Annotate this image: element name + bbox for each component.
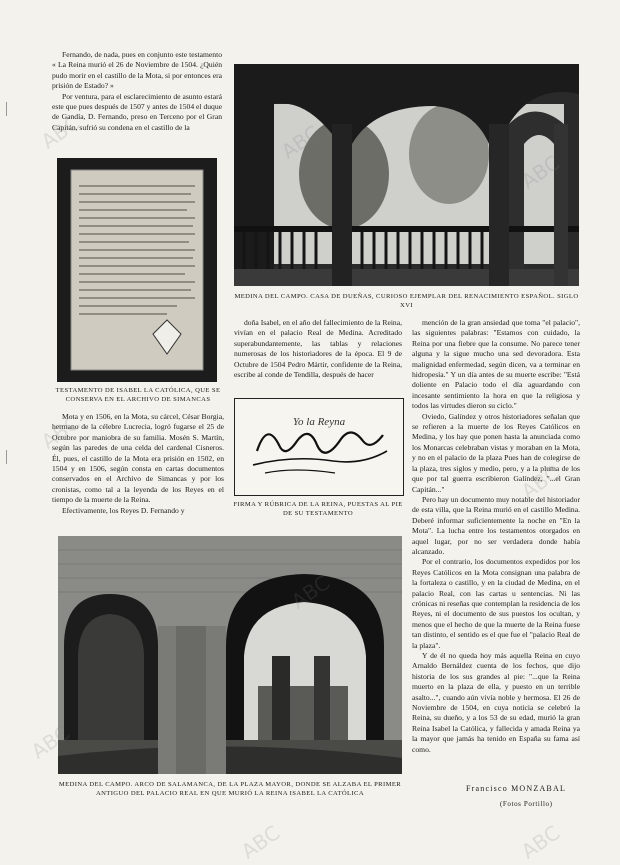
- arcade-caption: MEDINA DEL CAMPO. CASA DE DUEÑAS, CURIOSO EJEMPLAR DEL RENACIMIENTO ESPAÑOL. SIGLO XVI: [234, 293, 579, 309]
- paragraph: Fernando, de nada, pues en conjunto este testamento « La Reina murió el 26 de Noviembre de 1504. ¿Quién pudo morir en el castillo de la Mota, si por entonces era prisión de Estado? »: [52, 50, 222, 91]
- paragraph: Efectivamente, los Reyes D. Fernando y: [62, 505, 185, 515]
- paragraph: Mota y en 1506, en la Mota, su cárcel, César Borgia, hermano de la célebre Lucrecia, logró fugarse el 25 de Octubre por maniobra de su familia. Mosén S. Martín, según las paredes de una celda del cardenal Cisneros. Él, pues, el castillo de la Mota era prisión en 1502, en 1504 y en 1506, según consta en cartas documentos conservados en el Archivo de Simancas y por los cronistas, como tal a la leyenda de los Reyes en el tiempo de la muerte de la Reina.: [52, 412, 224, 505]
- article-column-3: [412, 318, 580, 758]
- arcade-photo: [234, 64, 579, 286]
- page-edge-mark: [6, 102, 7, 116]
- watermark: ABC: [36, 110, 85, 154]
- author-signoff: Francisco MONZABAL: [466, 784, 567, 793]
- watermark: ABC: [26, 720, 75, 764]
- paragraph: Oviedo, Galíndez y otros historiadores señalan que se refieren a la muerte de los Reyes Católicos en Medina, y los hay que ponen hasta la anunciada como los Monarcas celebraban vistas y moraban en la Mota, y no en el palacio de la plaza Pues han de colegirse de la plaza, tres siglos y medio, pero, y a la pluma de los que por tal guerra escribieron Galíndez, "...el Gran Capitán...": [412, 411, 580, 494]
- photo-credit: (Fotos Portillo): [500, 800, 553, 808]
- paragraph: Por ventura, para el esclarecimiento de asunto estará este que pues después de 1507 y antes de 1504 el duque de Gandía, D. Fernando, preso en Terceno por el Gran Capitán, sufrió su condena en el castillo de la: [52, 91, 222, 132]
- article-column-1-top: [52, 50, 222, 150]
- watermark: ABC: [36, 410, 85, 454]
- article-column-1-bottom: [52, 412, 224, 532]
- arch-photo: [58, 536, 402, 774]
- testament-photo: [57, 158, 217, 382]
- arch-caption: MEDINA DEL CAMPO. ARCO DE SALAMANCA, DE LA PLAZA MAYOR, DONDE SE ALZABA EL PRIMER ANTIGUO DEL PALACIO REAL EN QUE MURIÓ LA REINA ISABEL LA CATÓLICA: [58, 781, 402, 797]
- paragraph: doña Isabel, en el año del fallecimiento de la Reina, vivían en el palacio Real de Medina. Acreditado superabundantemente, las tablas y relaciones numerosas de los historiadores de la época. El 9 de Octubre de 1504 Pedro Mártir, confidente de la Reina, escribe al conde de Tendilla, después de hacer: [234, 318, 402, 380]
- page-edge-mark: [6, 450, 7, 464]
- paragraph: Y de él no queda hoy más aquella Reina en cuyo Arnaldo Bernáldez cuenta de los fechos, que dijo historia de los sus grandes al pie: "...que la Reina muerto en la plaza de ella, y puesto en un terrible asalto...", cuando aún vivía noble y hermosa. El 26 de Noviembre de 1504, en cuya noticia se celebró la Reina, su dueño, y a los 53 de su edad, murió la gran Reina Isabel la Católica, y fallecida y amada Reina ya la mayor que jamás ha tenido en España su fama así como.: [412, 651, 580, 754]
- paragraph: mención de la gran ansiedad que toma "el palacio", las siguientes palabras: "Estamos con cuidado, la Reina por una fiebre que la consume. No parece tener alguna y la sigue mucho una sed devoradora. Esta malignidad enfermedad, según dicen, va a terminar en hidropesía." Y un día antes de su muerte escribe: "Está doliente en Palacio todo el día aguardando con incesante sentimiento la hora en que la religiosa y todos las virtudes dieron su ciclo.": [412, 318, 580, 411]
- signature-box: [234, 398, 404, 496]
- watermark: ABC: [516, 820, 565, 864]
- watermark: ABC: [516, 460, 565, 504]
- signature-caption: FIRMA Y RÚBRICA DE LA REINA, PUESTAS AL PIE DE SU TESTAMENTO: [233, 501, 403, 517]
- signature-text: Yo la Reyna: [292, 416, 346, 428]
- testament-caption: TESTAMENTO DE ISABEL LA CATÓLICA, QUE SE CONSERVA EN EL ARCHIVO DE SIMANCAS: [55, 387, 221, 403]
- watermark: ABC: [236, 820, 285, 864]
- paragraph: Pero hay un documento muy notable del historiador de esta villa, que la Reina murió en el castillo Medina. Deberé informar suficientemente la noche en "En la Mota". La lucha entre los testamentos otorgados en aquel lugar, por no ser verdadera donde había alcanzado.: [412, 494, 580, 556]
- article-column-2: [234, 318, 402, 394]
- paragraph: Por el contrario, los documentos expedidos por los Reyes Católicos en la Mota consignan una palabra de la fortaleza o castillo, y en la ciudad de Medina, en el palacio Real, con las cartas u sentencias. Ni las crónicas ni reseñas que contemplan la residencia de los Reyes, ni el documento de sus puestos los ocultan, y menos que el hecho de que la muerte de la Reina fuese tan distinto, el sentido es el que fue el "palacio Real de la plaza".: [412, 557, 580, 650]
- signature-drawing: [235, 399, 403, 495]
